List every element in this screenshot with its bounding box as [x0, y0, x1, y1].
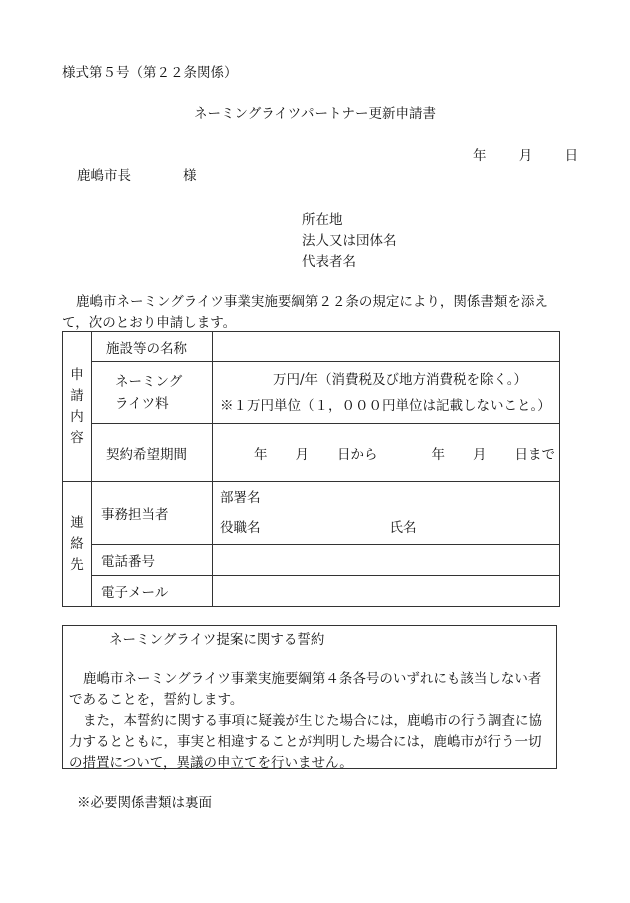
facility-field[interactable]: [213, 332, 560, 362]
addressee-honorific: 様: [183, 168, 197, 184]
person-field[interactable]: [213, 482, 560, 545]
applicant-address-label: 所在地: [302, 212, 343, 228]
form-number: 様式第５号（第２２条関係）: [62, 65, 238, 81]
addressee-name: 鹿嶋市長: [77, 168, 131, 184]
pledge-box: [62, 625, 557, 769]
fee-unit: 万円/年（消費税及び地方消費税を除く。）: [273, 371, 528, 388]
dept-label: 部署名: [220, 490, 261, 506]
email-label: 電子メール: [92, 576, 213, 607]
contact-table: [62, 481, 560, 607]
intro-text: 鹿嶋市ネーミングライツ事業実施要綱第２２条の規定により，関係書類を添えて，次のとおり申請します。: [62, 294, 548, 331]
fee-label: ネーミング ライツ料: [92, 362, 213, 424]
addressee: [77, 170, 197, 184]
date-year: 年: [473, 148, 487, 164]
fee-note: ※１万円単位（１，０００円単位は記載しないこと。）: [220, 397, 551, 414]
fee-field[interactable]: [213, 362, 560, 424]
facility-label: 施設等の名称: [92, 332, 213, 362]
person-label: 事務担当者: [92, 482, 213, 545]
applicant-block: [302, 210, 397, 273]
date-line: [473, 150, 578, 164]
pledge-body: [69, 669, 553, 774]
pledge-paragraph-2: また，本誓約に関する事項に疑義が生じた場合には，鹿嶋市の行う調査に協力するとともに，事実と相違することが判明した場合には，鹿嶋市が行う一切の措置について，異議の申立てを行いません。: [69, 713, 542, 771]
period-field[interactable]: 年 月 日から 年 月 日まで: [213, 424, 560, 482]
email-field[interactable]: [213, 576, 560, 607]
applicant-rep-label: 代表者名: [302, 254, 356, 270]
period-label: 契約希望期間: [92, 424, 213, 482]
phone-field[interactable]: [213, 545, 560, 576]
document-title: ネーミングライツパートナー更新申請書: [193, 106, 437, 122]
pledge-title: ネーミングライツ提案に関する誓約: [109, 632, 325, 648]
application-group-label: 申請内容: [63, 332, 92, 482]
pledge-paragraph-1: 鹿嶋市ネーミングライツ事業実施要綱第４条各号のいずれにも該当しない者であることを，誓約します。: [69, 671, 542, 708]
contact-group-label: 連絡先: [63, 482, 92, 607]
date-day: 日: [564, 148, 579, 164]
applicant-org-label: 法人又は団体名: [302, 233, 397, 249]
footnote: ※必要関係書類は裏面: [77, 795, 212, 811]
position-name-row: 役職名 氏名: [220, 520, 417, 536]
application-table: [62, 331, 560, 482]
phone-label: 電話番号: [92, 545, 213, 576]
date-month: 月: [518, 148, 533, 164]
